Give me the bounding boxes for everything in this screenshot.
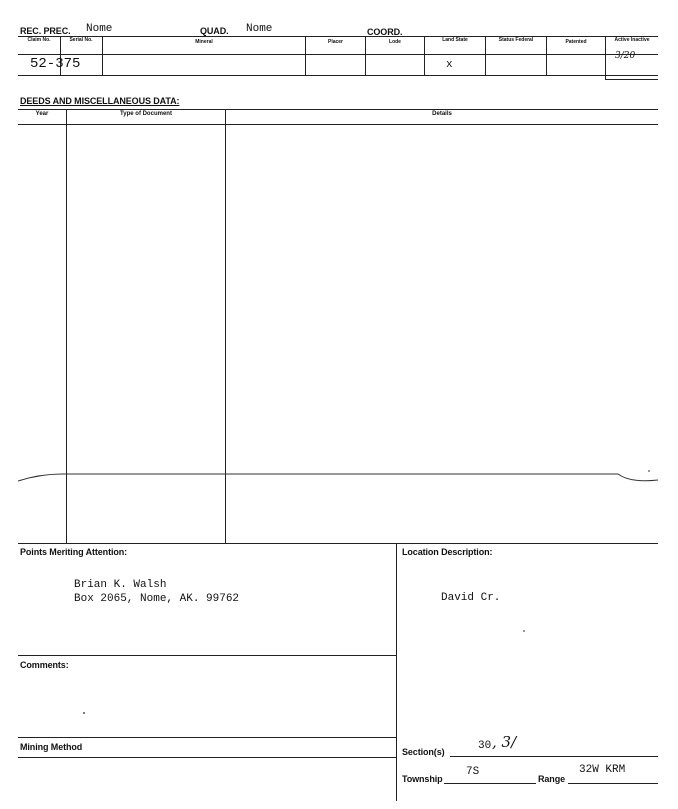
col-header-active: Active Inactive xyxy=(614,37,650,43)
col-header-claim: Claim No. xyxy=(27,37,51,43)
quad-label: QUAD. xyxy=(200,26,229,36)
deeds-top-line xyxy=(18,109,658,110)
col-header-serial: Serial No. xyxy=(69,37,93,43)
paper-speck xyxy=(523,630,525,632)
paper-speck xyxy=(83,712,85,714)
deeds-header-line xyxy=(18,124,658,125)
location-description-value: David Cr. xyxy=(441,592,501,604)
owner-address: Box 2065, Nome, AK. 99762 xyxy=(74,593,240,605)
township-label: Township xyxy=(402,774,443,784)
deeds-col-type: Type of Document xyxy=(120,111,172,117)
land-state-mark: x xyxy=(446,59,453,71)
col-header-patented: Patented xyxy=(565,39,587,45)
range-value: 32W KRM xyxy=(579,764,626,776)
lower-top-line xyxy=(18,543,658,544)
col-header-status-federal: Status Federal xyxy=(498,37,534,43)
deeds-section-title: DEEDS AND MISCELLANEOUS DATA: xyxy=(20,96,180,106)
comments-top-line xyxy=(18,655,396,656)
rec-prec-label: REC. PREC. xyxy=(20,26,71,36)
rec-prec-value: Nome xyxy=(86,23,113,35)
paper-speck xyxy=(648,470,650,472)
col-header-land-state: Land State xyxy=(442,37,468,43)
mining-method-bottom-line xyxy=(18,757,396,758)
mining-method-top-line xyxy=(18,737,396,738)
table-bottom-line xyxy=(18,75,658,76)
location-description-label: Location Description: xyxy=(402,547,493,557)
active-handwritten-note: 3/20 xyxy=(615,51,636,61)
township-underline xyxy=(444,783,536,784)
quad-value: Nome xyxy=(246,23,273,35)
deeds-col-year: Year xyxy=(35,111,49,117)
section-label: Section(s) xyxy=(402,747,445,757)
township-value: 7S xyxy=(466,766,480,778)
lower-vertical-divider xyxy=(396,543,397,801)
fold-line xyxy=(0,465,678,490)
col-header-mineral: Mineral xyxy=(195,39,213,45)
table-top-line xyxy=(18,36,658,37)
range-underline xyxy=(568,783,658,784)
owner-name: Brian K. Walsh xyxy=(74,579,167,591)
claim-number: 52-375 xyxy=(30,56,81,72)
section-underline xyxy=(450,756,658,757)
range-label: Range xyxy=(538,774,566,784)
table-header-line xyxy=(18,54,658,55)
deeds-col-details: Details xyxy=(432,111,452,117)
col-header-placer: Placer xyxy=(327,39,343,45)
col-header-lode: Lode xyxy=(389,39,401,45)
mining-method-label: Mining Method xyxy=(20,742,83,752)
points-meriting-attention-label: Points Meriting Attention: xyxy=(20,547,128,557)
section-handwritten: , 3/ xyxy=(492,733,517,751)
table-bottom-stub xyxy=(605,79,658,80)
comments-label: Comments: xyxy=(20,660,69,670)
section-value: 30 xyxy=(478,740,492,752)
coord-label: COORD. xyxy=(367,27,403,37)
